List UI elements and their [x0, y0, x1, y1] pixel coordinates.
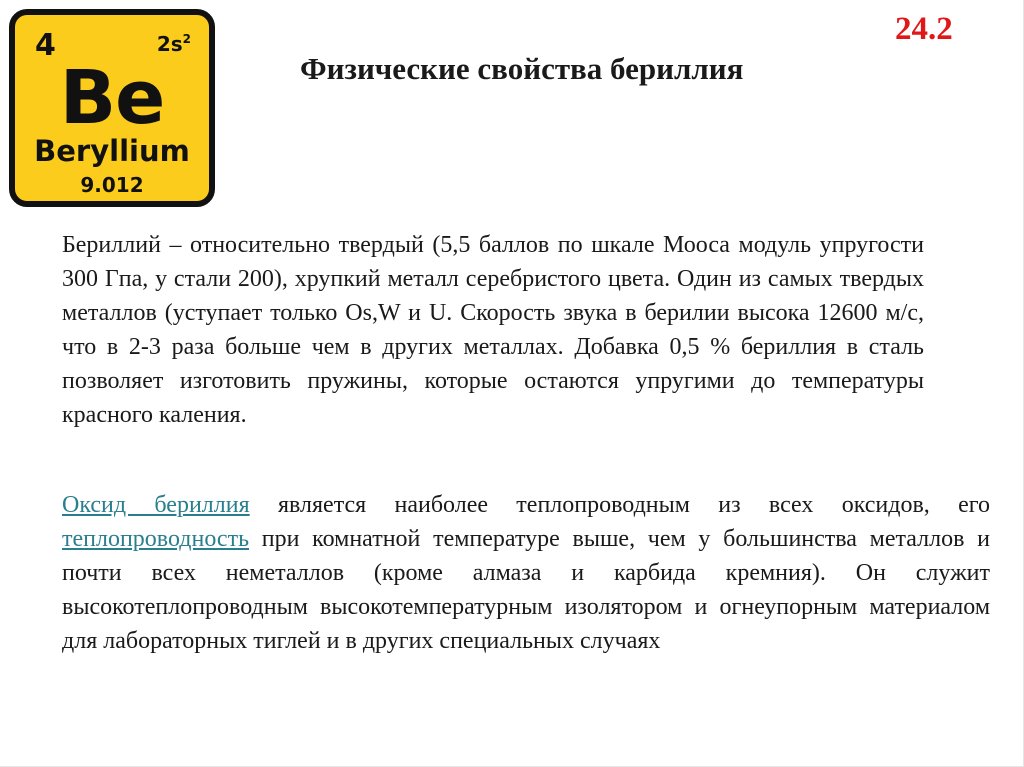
link-thermal-conductivity[interactable]: теплопроводность [62, 526, 250, 552]
electron-configuration [157, 33, 191, 54]
paragraph-text-part-1: является наиболее теплопроводным из всех оксидов, его [249, 492, 991, 518]
link-beryllium-oxide[interactable]: Оксид бериллия [62, 492, 250, 518]
page-title: Физические свойства бериллия [300, 51, 744, 86]
atomic-number: 4 [35, 28, 56, 63]
periodic-element-tile [9, 9, 215, 207]
paragraph-text-part-2: при комнатной температуре выше, чем у большинства металлов и почти всех неметаллов (кроме алмаза и карбида кремния). Он служит высокотеплопроводным высокотемпературным изолятором и огнеупорным материалом для лабораторных тиглей и в других специальных случаях [62, 526, 990, 654]
atomic-mass: 9.012 [80, 173, 144, 197]
electron-configuration-count: 2 [182, 32, 191, 46]
paragraph-beryllium-oxide [62, 488, 990, 658]
paragraph-physical-properties: Бериллий – относительно твердый (5,5 баллов по шкале Мооса модуль упругости 300 Гпа, у стали 200), хрупкий металл серебристого цвета. Один из самых твердых металлов (уступает только Os,W и U. Скорость звука в берилии высока 12600 м/с, что в 2-3 раза больше чем в других металлах. Добавка 0,5 % бериллия в сталь позволяет изготовить пружины, которые остаются упругими до температуры красного каления. [62, 232, 924, 428]
slide-number: 24.2 [895, 11, 953, 47]
electron-configuration-orbital: 2s [156, 32, 183, 56]
element-symbol: Be [59, 55, 165, 141]
element-name: Beryllium [34, 134, 190, 168]
